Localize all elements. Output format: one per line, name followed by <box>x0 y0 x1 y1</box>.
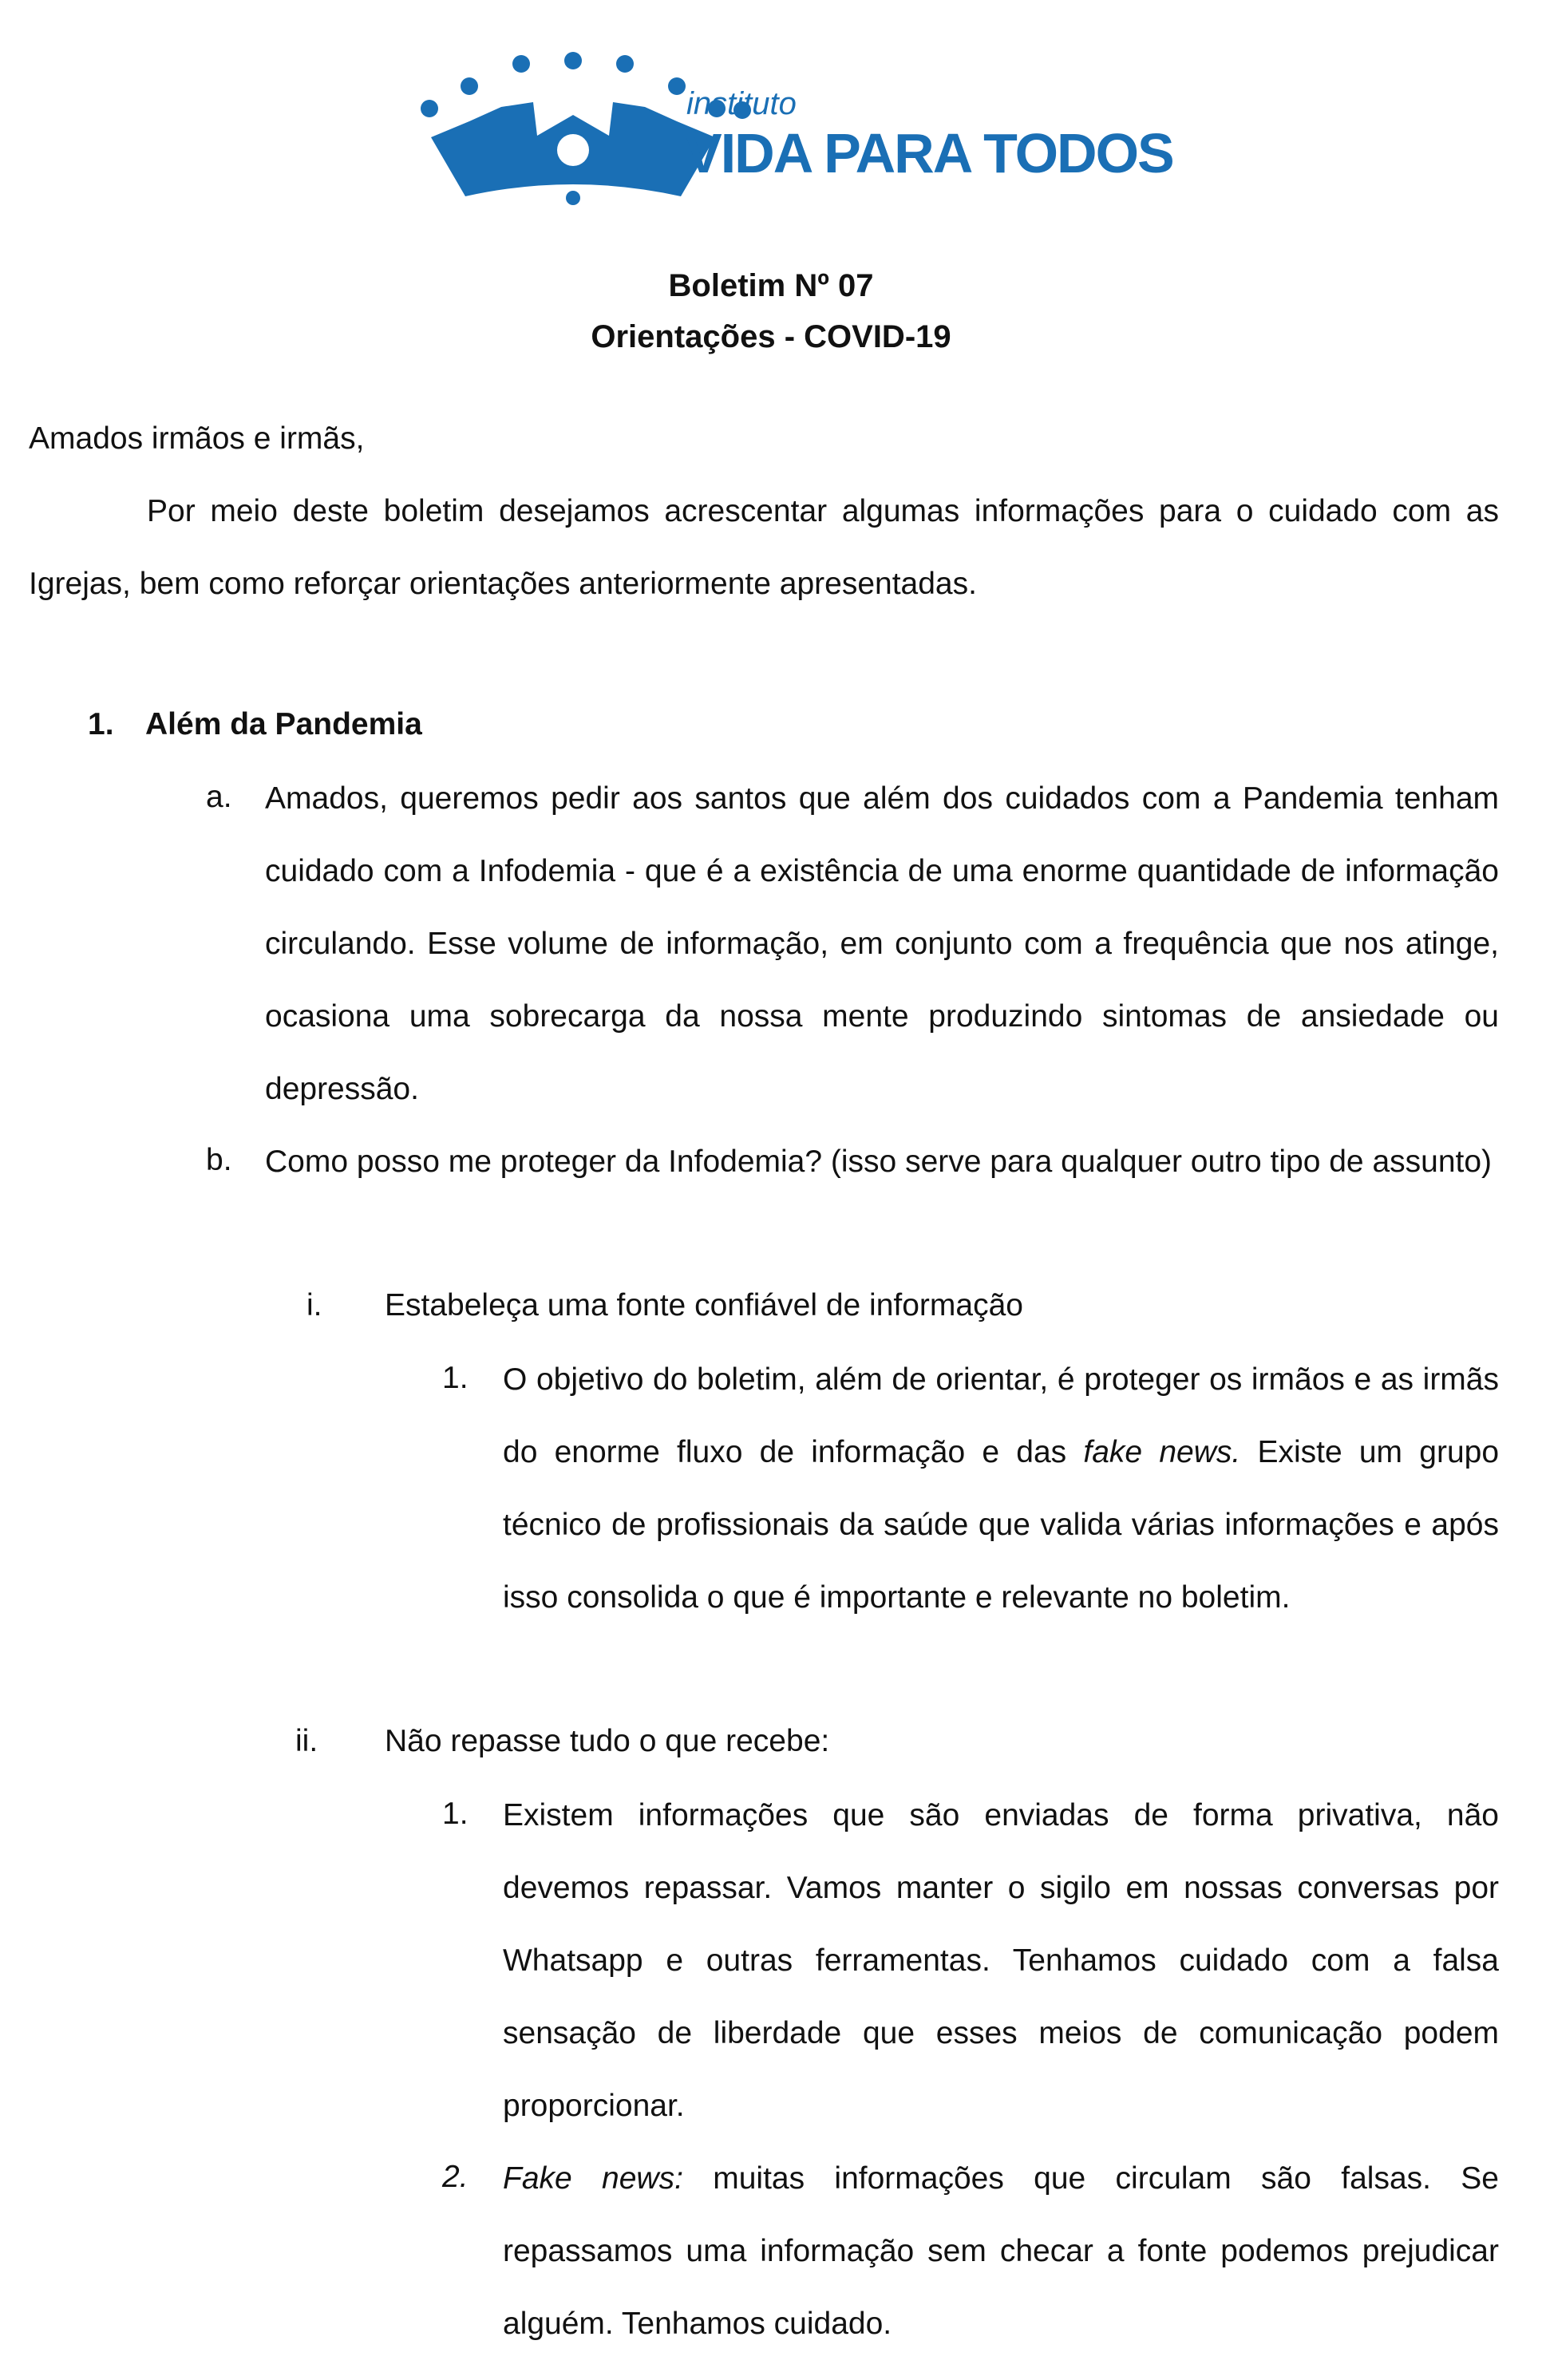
sub-ii-point1-text: Existem informações que são enviadas de forma privativa, não devemos repassar. Vamos manter o sigilo em nossas conversas por Whatsapp e outras ferramentas. Tenhamos cuidado com a falsa sensação de liberdade que esses meios de comunicação podem proporcionar. <box>503 1798 1499 2123</box>
fake-news-term: fake news. <box>1083 1435 1241 1469</box>
bulletin-number: Boletim Nº 07 <box>668 268 874 303</box>
logo-subtitle: instituto <box>686 86 797 121</box>
fake-news-label: Fake news: <box>503 2161 683 2196</box>
item-a-marker: a. <box>206 780 232 814</box>
item-b-marker: b. <box>206 1143 232 1177</box>
logo-title: VIDA PARA TODOS <box>685 122 1173 184</box>
sub-ii-marker: ii. <box>295 1724 318 1758</box>
section-title: Além da Pandemia <box>145 707 422 741</box>
sub-i-point1-text <box>503 1343 1499 1634</box>
item-a-text: Amados, queremos pedir aos santos que além dos cuidados com a Pandemia tenham cuidado com a Infodemia - que é a existência de uma enorme quantidade de informação circulando. Esse volume de informação, em conjunto com a frequência que nos atinge, ocasiona uma sobrecarga da nossa mente produzindo sintomas de ansiedade ou depressão. <box>265 781 1499 1106</box>
intro-paragraph: Por meio deste boletim desejamos acrescentar algumas informações para o cuidado com as Igrejas, bem como reforçar orientações anteriormente apresentadas. <box>29 494 1499 601</box>
sub-i-point1-text-before: O objetivo do boletim, além de orientar, é proteger os irmãos e as irmãs do enorme fluxo de informação e das <box>503 1362 1499 1469</box>
item-b-text: Como posso me proteger da Infodemia? (isso serve para qualquer outro tipo de assunto) <box>265 1145 1493 1179</box>
sub-ii-point1-marker: 1. <box>442 1797 469 1831</box>
sub-i-point1-marker: 1. <box>442 1361 469 1395</box>
sub-ii-text: Não repasse tudo o que recebe: <box>385 1724 830 1758</box>
sub-ii-point2-marker: 2. <box>442 2160 469 2194</box>
section-number: 1. <box>88 707 114 741</box>
sub-i-point1-text-after: Existe um grupo técnico de profissionais da saúde que valida várias informações e após isso consolida o que é importante e relevante no boletim. <box>503 1435 1500 1615</box>
sub-i-marker: i. <box>306 1288 322 1322</box>
greeting: Amados irmãos e irmãs, <box>29 421 365 456</box>
sub-ii-point2-text <box>503 2142 1499 2360</box>
bulletin-subject: Orientações - COVID-19 <box>591 319 951 354</box>
sub-ii-point2-body: muitas informações que circulam são falsas. Se repassamos uma informação sem checar a fonte podemos prejudicar alguém. Tenhamos cuidado. <box>503 2161 1499 2341</box>
sub-i-text: Estabeleça uma fonte confiável de informação <box>385 1288 1023 1322</box>
